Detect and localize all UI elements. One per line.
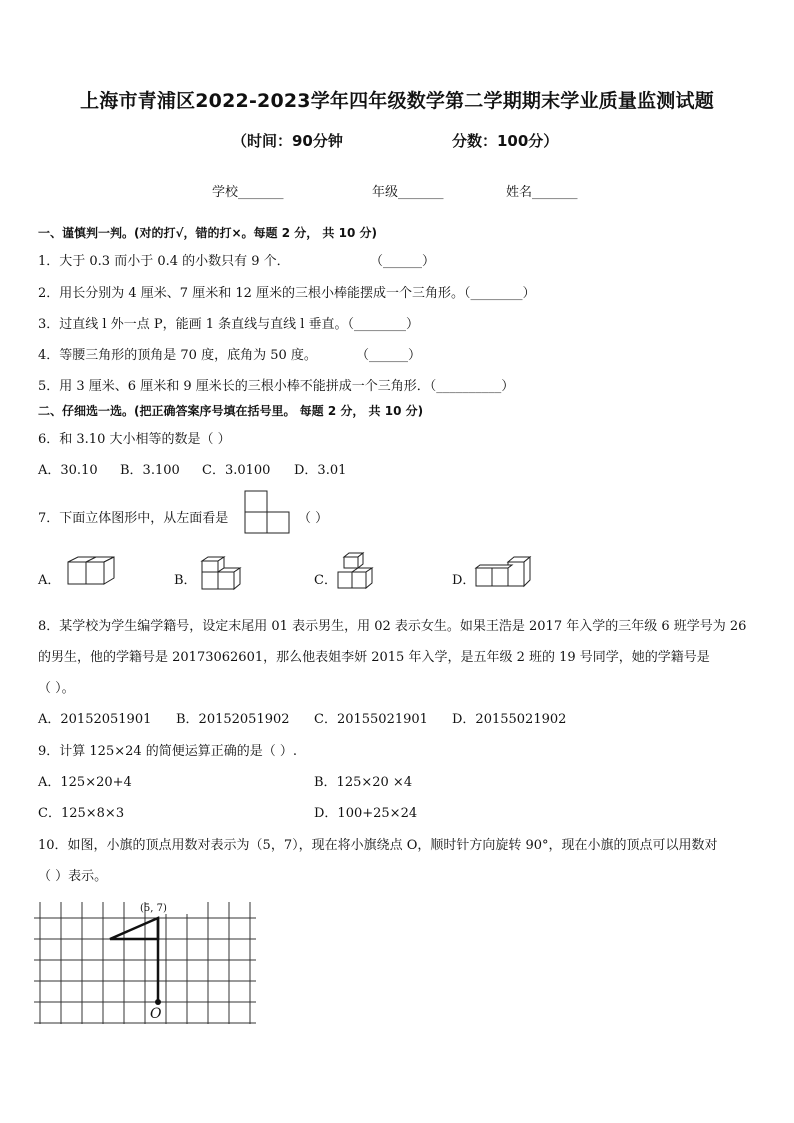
question-7-option-d-label: D． [452,573,476,588]
question-8-option-c: C．20155021901 [314,712,428,727]
section2-heading: 二、仔细选一选。(把正确答案序号填在括号里。 每题 2 分， 共 10 分) [38,404,424,418]
question-8-option-a: A．20152051901 [38,712,152,727]
flag-shape [110,918,161,1005]
question-2-text: 2．用长分别为 4 厘米、7 厘米和 12 厘米的三根小棒能摆成一个三角形。 [38,286,465,301]
question-6-option-a: A．30.10 [38,463,98,478]
question-7-option-c-label: C． [314,573,337,588]
school-field: 学校_______ [212,185,284,200]
question-8-line-1: 8．某学校为学生编学籍号，设定末尾用 01 表示男生，用 02 表示女生。如果王浩是 2017 年入学的三年级 6 班学号为 26 [38,619,747,634]
cube-figure-c [336,552,382,594]
question-6: 6．和 3.10 大小相等的数是（ ） [38,432,231,447]
cube-figure-d [474,556,536,592]
flag-grid-figure [34,894,260,1030]
question-7-option-a-label: A． [38,573,61,588]
question-8-option-d: D．20155021902 [452,712,567,727]
cube-figure-a [62,556,120,592]
question-6-option-b: B．3.100 [120,463,180,478]
name-field: 姓名_______ [506,185,578,200]
question-1 [38,250,290,269]
origin-point-label: O [150,1006,162,1022]
question-7-option-b-label: B． [174,573,197,588]
question-8-line-3: （ ）。 [38,681,75,696]
flag-vertex-label: (5, 7) [140,903,167,914]
question-8-option-b: B．20152051902 [176,712,290,727]
cube-figure-b [196,556,246,594]
question-9-option-b: B．125×20 ×4 [314,775,413,790]
exam-score: 分数：100分） [452,132,559,150]
question-5-answer: （__________） [429,379,515,394]
question-9-option-d: D．100+25×24 [314,806,418,821]
exam-time: （时间：90分钟 [232,132,343,150]
question-7: 7．下面立体图形中，从左面看是 [38,511,229,526]
question-3-text: 3．过直线 l 外一点 P，能画 1 条直线与直线 l 垂直。 [38,317,348,332]
question-5 [38,375,514,394]
question-4-text: 4．等腰三角形的顶角是 70 度，底角为 50 度。 [38,348,317,363]
question-5-text: 5．用 3 厘米、6 厘米和 9 厘米长的三根小棒不能拼成一个三角形． [38,379,430,394]
question-6-option-c: C．3.0100 [202,463,271,478]
question-2-answer: （________） [464,286,536,301]
question-7-paren: （ ） [298,511,329,526]
question-10-line-2: （ ）表示。 [38,869,108,884]
question-4-answer: （______） [356,348,422,363]
question-4 [38,344,317,363]
section1-heading: 一、谨慎判一判。(对的打√，错的打×。每题 2 分， 共 10 分) [38,226,377,240]
question-9: 9．计算 125×24 的简便运算正确的是（ ）. [38,744,298,759]
left-view-figure [244,490,292,536]
question-3-answer: （________） [347,317,420,332]
question-9-option-c: C．125×8×3 [38,806,125,821]
page-title: 上海市青浦区2022-2023学年四年级数学第二学期期末学业质量监测试题 [80,90,714,112]
grade-field: 年级_______ [372,185,444,200]
question-10-line-1: 10．如图，小旗的顶点用数对表示为（5，7），现在将小旗绕点 O，顺时针方向旋转 90°，现在小旗的顶点可以用数对 [38,838,718,853]
question-3 [38,313,419,332]
question-1-answer: （______） [370,254,436,269]
question-2 [38,282,536,301]
question-6-option-d: D．3.01 [294,463,347,478]
question-9-option-a: A．125×20+4 [38,775,132,790]
question-8-line-2: 的男生，他的学籍号是 20173062601，那么他表姐李妍 2015 年入学，是五年级 2 班的 19 号同学，她的学籍号是 [38,650,710,665]
grid-lines [34,902,256,1024]
question-1-text: 1．大于 0.3 而小于 0.4 的小数只有 9 个． [38,254,290,269]
